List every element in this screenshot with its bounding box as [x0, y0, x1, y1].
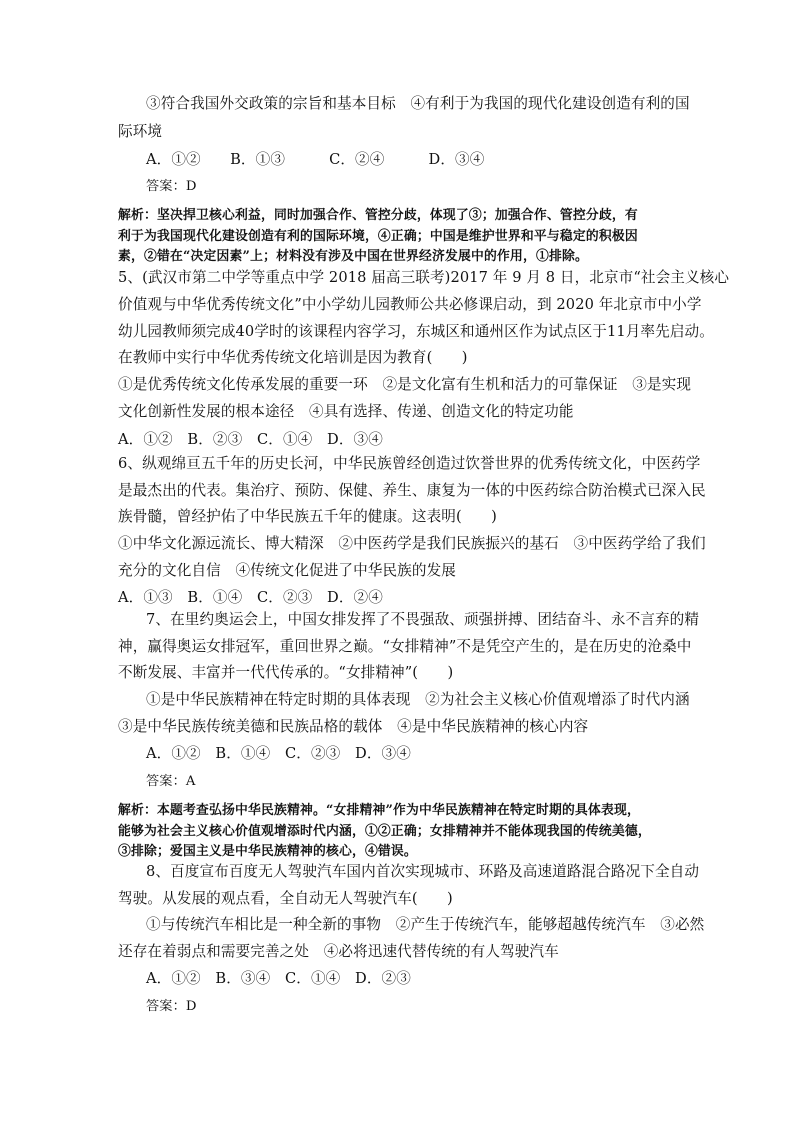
- q8-choice-line: ①与传统汽车相比是一种全新的事物 ②产生于传统汽车，能够超越传统汽车 ③必然: [146, 916, 705, 933]
- q7-stem-line: 神，赢得奥运女排冠军，重回世界之巅。“女排精神”不是凭空产生的，是在历史的沧桑中: [118, 638, 692, 655]
- q4-choice-line: ③符合我国外交政策的宗旨和基本目标 ④有利于为我国的现代化建设创造有利的国: [146, 95, 690, 112]
- q5-stem-line: 在教师中实行中华优秀传统文化培训是因为教育( ): [118, 349, 468, 366]
- q6-options: A．①③ B．①④ C．②③ D．②④: [118, 589, 383, 606]
- q7-stem-line: 7、在里约奥运会上，中国女排发挥了不畏强敌、顽强拼搏、团结奋斗、永不言弃的精: [146, 611, 700, 628]
- q7-explanation-line: 能够为社会主义核心价值观增添时代内涵，①②正确；女排精神并不能体现我国的传统美德，: [118, 824, 651, 839]
- q7-options: A．①② B．①④ C．②③ D．③④: [146, 745, 411, 762]
- q8-options: A．①② B．③④ C．①④ D．②③: [146, 970, 411, 987]
- q6-stem-line: 是最杰出的代表。集治疗、预防、保健、养生、康复为一体的中医药综合防治模式已深入民: [118, 482, 706, 499]
- q6-choice-line: 充分的文化自信 ④传统文化促进了中华民族的发展: [118, 562, 456, 579]
- q8-stem-line: 8、百度宣布百度无人驾驶汽车国内首次实现城市、环路及高速道路混合路况下全自动: [146, 863, 700, 880]
- q6-stem-line: 6、纵观绵亘五千年的历史长河，中华民族曾经创造过饮誉世界的优秀传统文化，中医药学: [118, 455, 701, 472]
- q4-options: A．①② B．①③ C．②④ D．③④: [146, 151, 485, 168]
- q8-choice-line: 还存在着弱点和需要完善之处 ④必将迅速代替传统的有人驾驶汽车: [118, 943, 559, 960]
- q4-answer: 答案：D: [146, 179, 197, 194]
- q7-explanation-line: 解析：本题考查弘扬中华民族精神。“女排精神”作为中华民族精神在特定时期的具体表现，: [118, 803, 640, 818]
- q7-explanation-line: ③排除；爱国主义是中华民族精神的核心，④错误。: [118, 844, 417, 859]
- q6-choice-line: ①中华文化源远流长、博大精深 ②中医药学是我们民族振兴的基石 ③中医药学给了我们: [118, 535, 706, 552]
- q7-choice-line: ①是中华民族精神在特定时期的具体表现 ②为社会主义核心价值观增添了时代内涵: [146, 691, 690, 708]
- q5-options: A．①② B．②③ C．①④ D．③④: [118, 431, 383, 448]
- q5-stem-line: 价值观与中华优秀传统文化”中小学幼儿园教师公共必修课启动，到 2020 年北京市中小学: [118, 296, 702, 313]
- q7-choice-line: ③是中华民族传统美德和民族品格的载体 ④是中华民族精神的核心内容: [118, 718, 589, 735]
- q6-stem-line: 族骨髓，曾经护佑了中华民族五千年的健康。这表明( ): [118, 508, 497, 525]
- q7-stem-line: 不断发展、丰富并一代代传承的。“女排精神”( ): [118, 664, 454, 681]
- q4-explanation-line: 解析：坚决捍卫核心利益，同时加强合作、管控分歧，体现了③；加强合作、管控分歧，有: [118, 208, 638, 223]
- q4-explanation-line: 素，②错在“决定因素”上；材料没有涉及中国在世界经济发展中的作用，①排除。: [118, 249, 589, 264]
- q4-explanation-line: 利于为我国现代化建设创造有利的国际环境，④正确；中国是维护世界和平与稳定的积极因: [118, 229, 638, 244]
- q5-choice-line: 文化创新性发展的根本途径 ④具有选择、传递、创造文化的特定功能: [118, 403, 574, 420]
- q8-stem-line: 驾驶。从发展的观点看，全自动无人驾驶汽车( ): [118, 890, 453, 907]
- q5-stem-line: 5、(武汉市第二中学等重点中学 2018 届高三联考)2017 年 9 月 8 日，北京市“社会主义核心: [118, 269, 730, 286]
- q7-answer: 答案：A: [146, 774, 196, 789]
- q5-stem-line: 幼儿园教师须完成40学时的该课程内容学习，东城区和通州区作为试点区于11月率先启动。: [118, 323, 714, 340]
- q5-choice-line: ①是优秀传统文化传承发展的重要一环 ②是文化富有生机和活力的可靠保证 ③是实现: [118, 376, 692, 393]
- q8-answer: 答案：D: [146, 999, 197, 1014]
- q4-choice-line: 际环境: [118, 123, 163, 140]
